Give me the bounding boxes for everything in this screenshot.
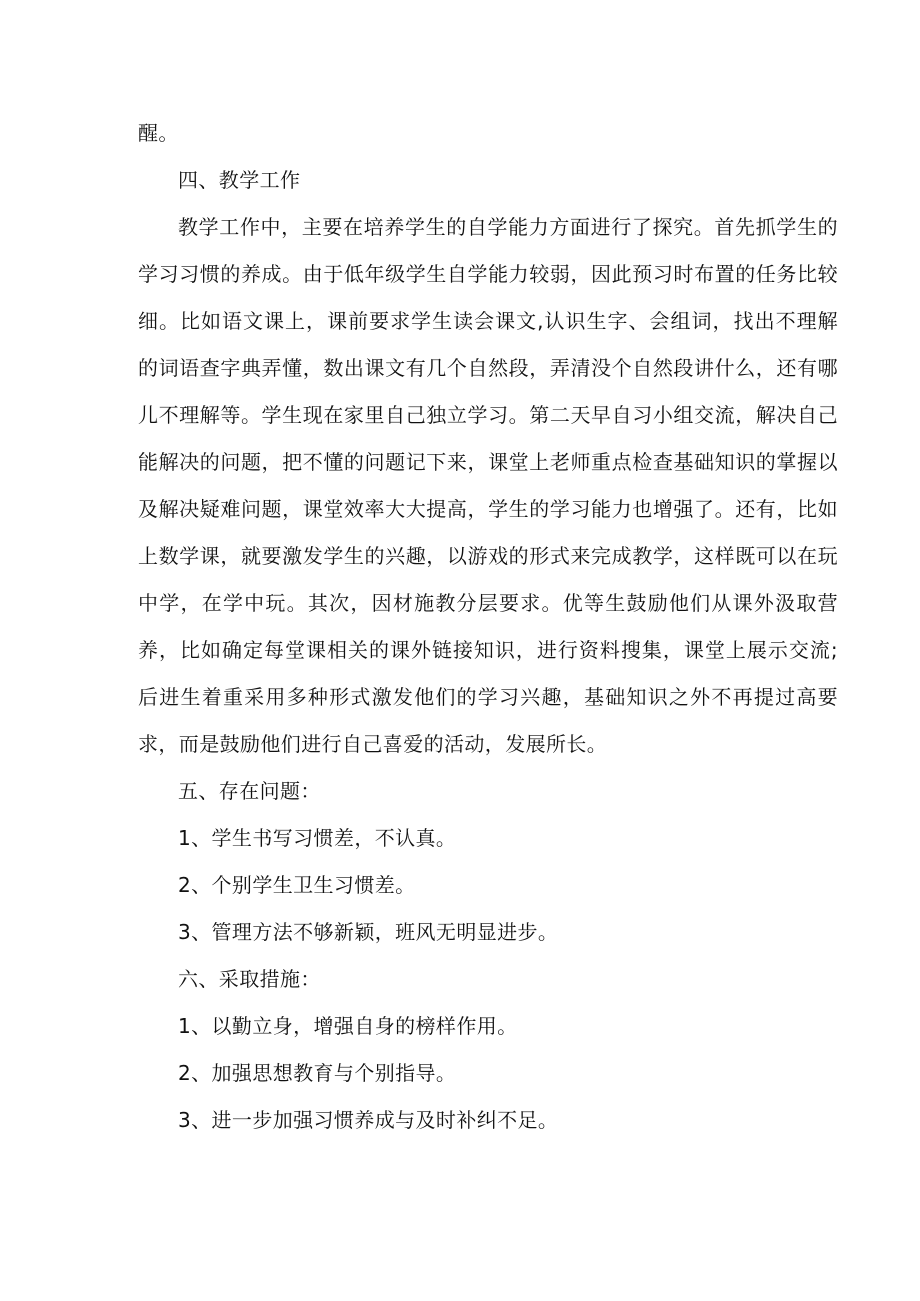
measure-item: 1、以勤立身，增强自身的榜样作用。: [178, 1014, 518, 1038]
teaching-paragraph: 教学工作中，主要在培养学生的自学能力方面进行了探究。首先抓学生的学习习惯的养成。由于低年级学生自学能力较弱，因此预习时布置的任务比较细。比如语文课上，课前要求学生读会课文,认识生字、会组词，找出不理解的词语查字典弄懂，数出课文有几个自然段，弄清没个自然段讲什么，还有哪儿不理解等。学生现在家里自己独立学习。第二天早自习小组交流，解决自己能解决的问题，把不懂的问题记下来，课堂上老师重点检查基础知识的掌握以及解决疑难问题，课堂效率大大提高，学生的学习能力也增强了。还有，比如上数学课，就要激发学生的兴趣，以游戏的形式来完成教学，这样既可以在玩中学，在学中玩。其次，因材施教分层要求。优等生鼓励他们从课外汲取营养，比如确定每堂课相关的课外链接知识，进行资料搜集，课堂上展示交流;后进生着重采用多种形式激发他们的学习兴趣，基础知识之外不再提过高要求，而是鼓励他们进行自己喜爱的活动，发展所长。: [138, 215, 838, 756]
measure-item: 2、加强思想教育与个别指导。: [178, 1061, 457, 1085]
problem-item: 3、管理方法不够新颖，班风无明显进步。: [178, 920, 559, 944]
problem-item: 2、个别学生卫生习惯差。: [178, 873, 416, 897]
section-heading-measures: 六、采取措施：: [178, 967, 321, 991]
section-heading-problems: 五、存在问题：: [178, 779, 321, 803]
measure-item: 3、进一步加强习惯养成与及时补纠不足。: [178, 1108, 559, 1132]
section-heading-teaching: 四、教学工作: [178, 168, 301, 192]
continuation-text: 醒。: [138, 121, 179, 145]
problem-item: 1、学生书写习惯差，不认真。: [178, 826, 457, 850]
document-body: [138, 110, 838, 1144]
